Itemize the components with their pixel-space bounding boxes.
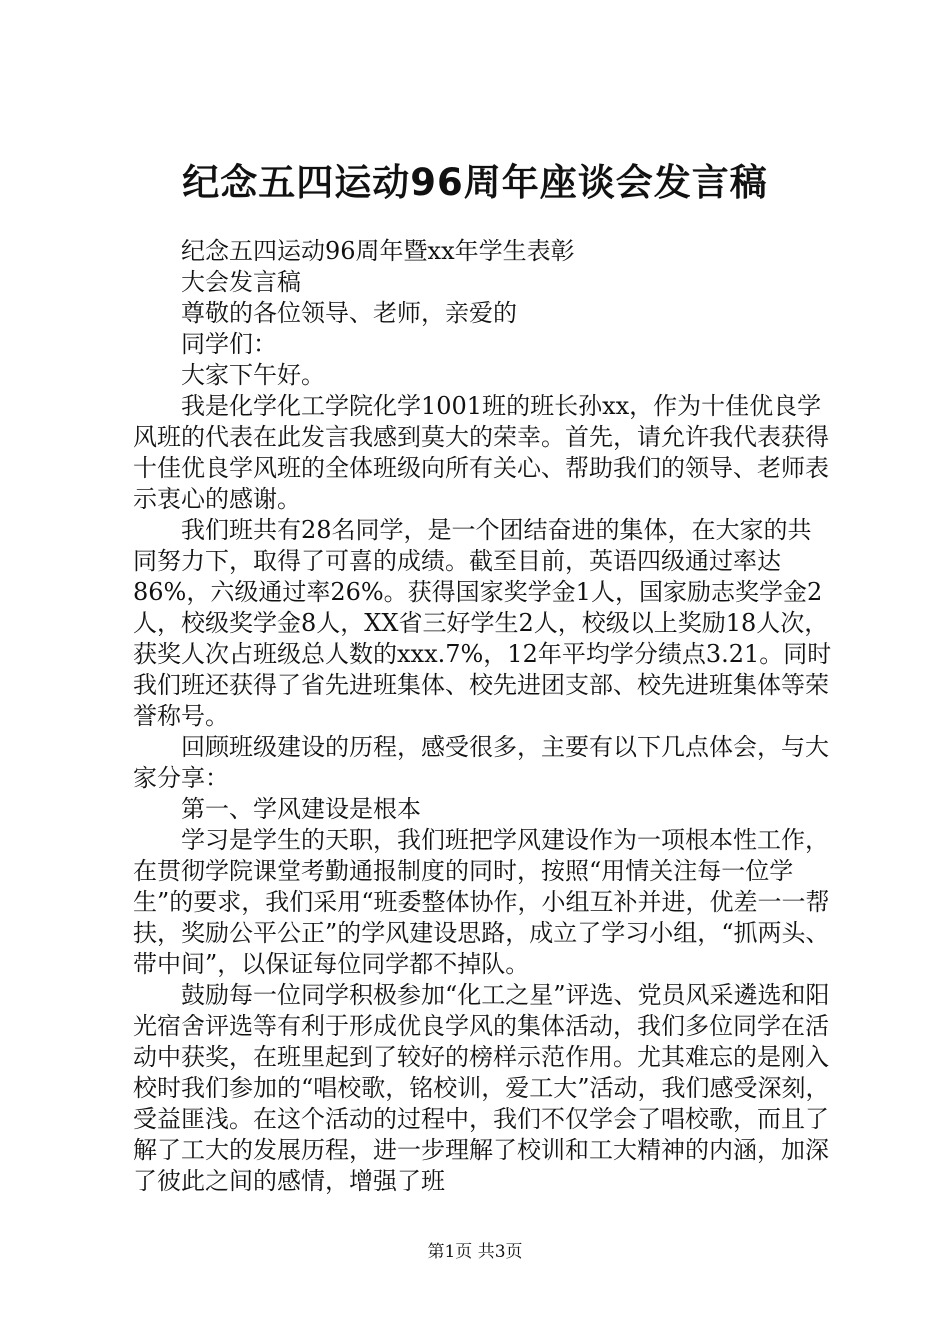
paragraph-achievements: 我们班共有28名同学，是一个团结奋进的集体，在大家的共同努力下，取得了可喜的成绩。截至目前，英语四级通过率达86%，六级通过率26%。获得国家奖学金1人，国家励志奖学金2人，校级奖学金8人，XX省三好学生2人，校级以上奖励18人次，获奖人次占班级总人数的xxx.7%，12年平均学分绩点3.21。同时我们班还获得了省先进班集体、校先进团支部、校先进班集体等荣誉称号。: [133, 516, 832, 730]
salutation-line-2: 同学们：: [181, 330, 277, 358]
document-title: 纪念五四运动96周年座谈会发言稿: [182, 161, 768, 204]
greeting: 大家下午好。: [181, 361, 325, 389]
paragraph-introduction: 我是化学化工学院化学1001班的班长孙xx，作为十佳优良学风班的代表在此发言我感到莫大的荣幸。首先，请允许我代表获得十佳优良学风班的全体班级向所有关心、帮助我们的领导、老师表示衷心的感谢。: [133, 392, 829, 513]
subtitle-line-2: 大会发言稿: [181, 268, 301, 296]
page-footer: 第1页 共3页: [427, 1242, 523, 1262]
subtitle-line-1: 纪念五四运动96周年暨xx年学生表彰: [181, 237, 575, 265]
paragraph-activities: 鼓励每一位同学积极参加“化工之星”评选、党员风采遴选和阳光宿舍评选等有利于形成优良学风的集体活动，我们多位同学在活动中获奖，在班里起到了较好的榜样示范作用。尤其难忘的是刚入校时我们参加的“唱校歌，铭校训，爱工大”活动，我们感受深刻，受益匪浅。在这个活动的过程中，我们不仅学会了唱校歌，而且了解了工大的发展历程，进一步理解了校训和工大精神的内涵，加深了彼此之间的感情，增强了班: [133, 981, 830, 1195]
paragraph-reflection: 回顾班级建设的历程，感受很多，主要有以下几点体会，与大家分享：: [133, 733, 829, 792]
salutation-line-1: 尊敬的各位领导、老师，亲爱的: [181, 299, 517, 327]
document-body: [133, 236, 833, 1197]
section-heading-1: 第一、学风建设是根本: [181, 795, 421, 823]
paragraph-study-style: 学习是学生的天职，我们班把学风建设作为一项根本性工作，在贯彻学院课堂考勤通报制度的同时，按照“用情关注每一位学生”的要求，我们采用“班委整体协作，小组互补并进，优差一一帮扶，奖励公平公正”的学风建设思路，成立了学习小组，“抓两头、带中间”，以保证每位同学都不掉队。: [133, 826, 830, 978]
